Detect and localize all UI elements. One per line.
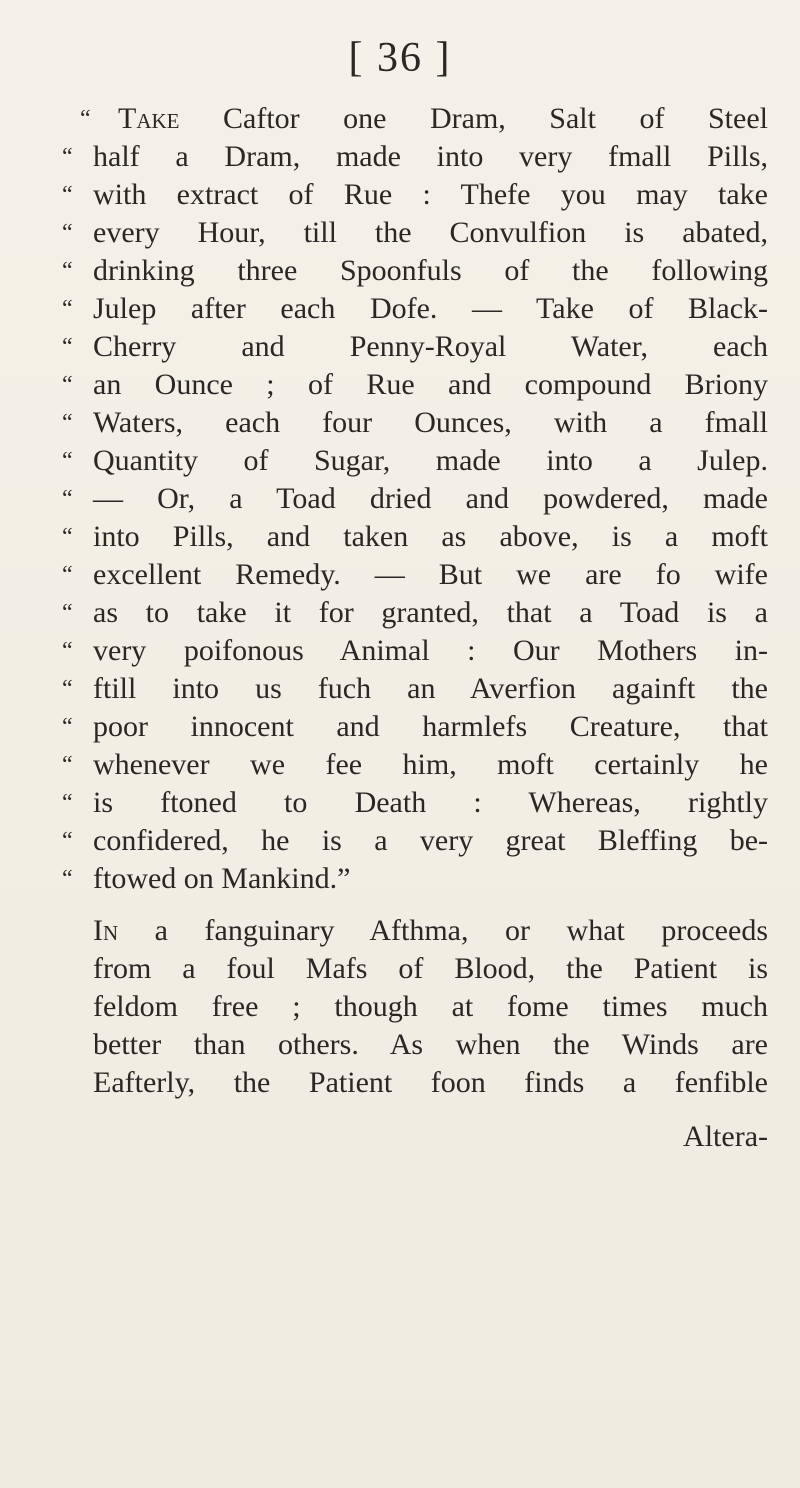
quote-line: drinking three Spoonfuls of the following	[93, 254, 768, 287]
quote-line: ftill into us fuch an Averfion againft the	[93, 672, 768, 705]
quote-line: as to take it for granted, that a Toad is a	[93, 596, 768, 629]
paragraph-line: from a foul Mafs of Blood, the Patient is	[93, 952, 768, 985]
quote-mark: “	[62, 372, 73, 398]
quote-mark: “	[62, 144, 73, 170]
quote-line: Quantity of Sugar, made into a Julep.	[93, 444, 768, 477]
quote-mark: “	[62, 676, 73, 702]
quote-line: Cherry and Penny-Royal Water, each	[93, 330, 768, 363]
quote-mark: “	[62, 448, 73, 474]
quote-line: ftowed on Mankind.”	[93, 862, 351, 895]
quote-lead-word: Take	[118, 102, 180, 135]
page-number: [ 36 ]	[348, 35, 452, 81]
quote-mark: “	[62, 866, 73, 892]
catchword: Altera-	[683, 1120, 768, 1153]
quote-line: every Hour, till the Convulfion is abated,	[93, 216, 768, 249]
quote-line: — Or, a Toad dried and powdered, made	[93, 482, 768, 515]
paragraph-lead-word: In	[93, 914, 119, 947]
quote-mark: “	[62, 182, 73, 208]
quote-mark: “	[62, 258, 73, 284]
quote-mark: “	[62, 714, 73, 740]
quote-line: confidered, he is a very great Bleffing be-	[93, 824, 768, 857]
quote-line: very poifonous Animal : Our Mothers in-	[93, 634, 768, 667]
quote-mark: “	[62, 828, 73, 854]
paragraph-line	[93, 912, 768, 950]
paragraph-line: feldom free ; though at fome times much	[93, 990, 768, 1023]
body-paragraph	[93, 912, 768, 1102]
quote-mark: “	[62, 790, 73, 816]
quote-mark: “	[62, 486, 73, 512]
quote-line: half a Dram, made into very fmall Pills,	[93, 140, 768, 173]
paragraph-line: Eafterly, the Patient foon finds a fenfible	[93, 1066, 768, 1099]
quote-line: into Pills, and taken as above, is a moft	[93, 520, 768, 553]
quote-mark: “	[62, 524, 73, 550]
quote-mark: “	[62, 220, 73, 246]
quote-mark: “	[62, 752, 73, 778]
quote-mark: “	[62, 334, 73, 360]
opening-quote-mark: “	[80, 106, 91, 132]
quote-mark: “	[62, 562, 73, 588]
quote-line: with extract of Rue : Thefe you may take	[93, 178, 768, 211]
quote-mark: “	[62, 410, 73, 436]
quote-mark: “	[62, 600, 73, 626]
quote-line: poor innocent and harmlefs Creature, that	[93, 710, 768, 743]
quote-line: excellent Remedy. — But we are fo wife	[93, 558, 768, 591]
quote-line: Julep after each Dofe. — Take of Black-	[93, 292, 768, 325]
quote-line: is ftoned to Death : Whereas, rightly	[93, 786, 768, 819]
quote-line	[118, 100, 768, 138]
quote-mark: “	[62, 296, 73, 322]
quote-line: whenever we fee him, moft certainly he	[93, 748, 768, 781]
quote-first-line-rest: Caftor one Dram, Salt of Steel	[179, 102, 768, 135]
quote-mark: “	[62, 638, 73, 664]
paragraph-line: better than others. As when the Winds are	[93, 1028, 768, 1061]
paragraph-first-line-rest: a fanguinary Afthma, or what proceeds	[118, 914, 768, 947]
quote-line: Waters, each four Ounces, with a fmall	[93, 406, 768, 439]
quote-line: an Ounce ; of Rue and compound Briony	[93, 368, 768, 401]
